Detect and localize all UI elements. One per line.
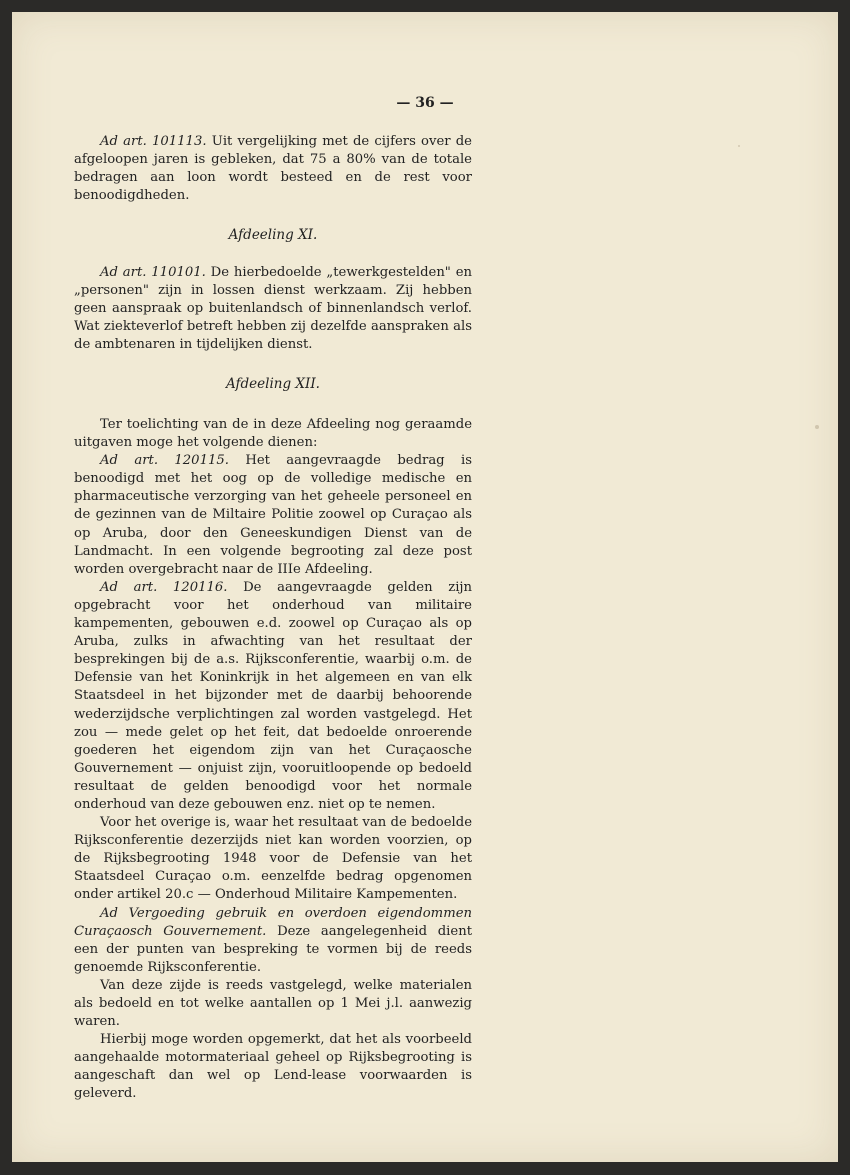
paper-speck xyxy=(815,425,819,429)
paragraph-text: De aangevraagde gelden zijn opgebracht voor het onderhoud van militaire kampementen, gebouwen e.d. zoowel op Curaçao als op Aruba, zulks in afwachting van het resultaat der besprekingen bij de a.s. Rijksconferentie, waarbij o.m. de Defensie van het Koninkrijk in het algemeen en van elk Staatsdeel in het bijzonder met de daarbij behoorende wederzijdsche verplichtingen zal worden vastgelegd. Het zou — mede gelet op het feit, dat bedoelde onroerende goederen het eigendom zijn van het Curaçaosche Gouvernement — onjuist zijn, vooruitloopende op bedoeld resultaat de gelden benoodigd voor het normale onderhoud van deze gebouwen enz. niet op te nemen. xyxy=(74,579,472,812)
section-heading-xi: Afdeeling XI. xyxy=(228,227,318,243)
paragraph-art-101113 xyxy=(74,133,472,205)
paragraph-art-110101 xyxy=(74,264,472,354)
article-reference: Ad art. 101113. xyxy=(100,134,207,149)
article-reference: Ad art. 110101. xyxy=(100,265,206,280)
paragraph-text: De hierbedoelde „tewerkgestelden" en „personen" zijn in lossen dienst werkzaam. Zij hebben geen aanspraak op buitenlandsch of binnenlandsch verlof. Wat ziekteverlof betreft hebben zij dezelfde aanspraken als de ambtenaren in tijdelijken dienst. xyxy=(74,265,473,353)
section-heading-xii: Afdeeling XII. xyxy=(226,376,320,392)
paragraph-art-120115 xyxy=(74,452,472,579)
paragraph-text: Het aangevraagde bedrag is benoodigd met het oog op de volledige medische en pharmaceutische verzorging van het geheele personeel en de gezinnen van de Miltaire Politie zoowel op Curaçao als op Aruba, door den Geneeskundigen Dienst van de Landmacht. In een volgende begrooting zal deze post worden overgebracht naar de IIIe Afdeeling. xyxy=(74,453,472,577)
section-xii-body xyxy=(74,416,472,1104)
article-reference: Ad art. 120115. xyxy=(100,453,229,469)
paragraph-vergoeding xyxy=(74,905,472,977)
document-page xyxy=(12,12,838,1162)
paragraph-overige: Voor het overige is, waar het resultaat van de bedoelde Rijksconferentie dezerzijds niet kan worden voorzien, op de Rijksbegrooting 1948 voor de Defensie van het Staatsdeel Curaçao o.m. eenzelfde bedrag opgenomen onder artikel 20.c — Onderhoud Militaire Kampementen. xyxy=(74,815,472,903)
page-number: — 36 — xyxy=(396,95,454,111)
intro-paragraph: Ter toelichting van de in deze Afdeeling nog geraamde uitgaven moge het volgende dienen: xyxy=(74,417,472,451)
paragraph-motormateriaal: Hierbij moge worden opgemerkt, dat het als voorbeeld aangehaalde motormateriaal geheel op Rijksbegrooting is aangeschaft dan wel op Lend-lease voorwaarden is geleverd. xyxy=(74,1032,472,1102)
paragraph-materialen: Van deze zijde is reeds vastgelegd, welke materialen als bedoeld en tot welke aantallen op 1 Mei j.l. aanwezig waren. xyxy=(74,977,472,1030)
paragraph-text: Deze aangelegenheid dient een der punten van bespreking te vormen bij de reeds genoemde Rijksconferentie. xyxy=(74,923,472,975)
paper-speck xyxy=(738,145,740,147)
paragraph-art-120116 xyxy=(74,579,472,814)
article-reference: Ad art. 120116. xyxy=(100,579,228,595)
article-reference: Ad Vergoeding gebruik en overdoen eigendommen Curaçaosch Gouvernement. xyxy=(74,905,472,939)
paragraph-text: Uit vergelijking met de cijfers over de afgeloopen jaren is gebleken, dat 75 a 80% van de totale bedragen aan loon wordt besteed en de rest voor benoodigdheden. xyxy=(74,134,472,204)
